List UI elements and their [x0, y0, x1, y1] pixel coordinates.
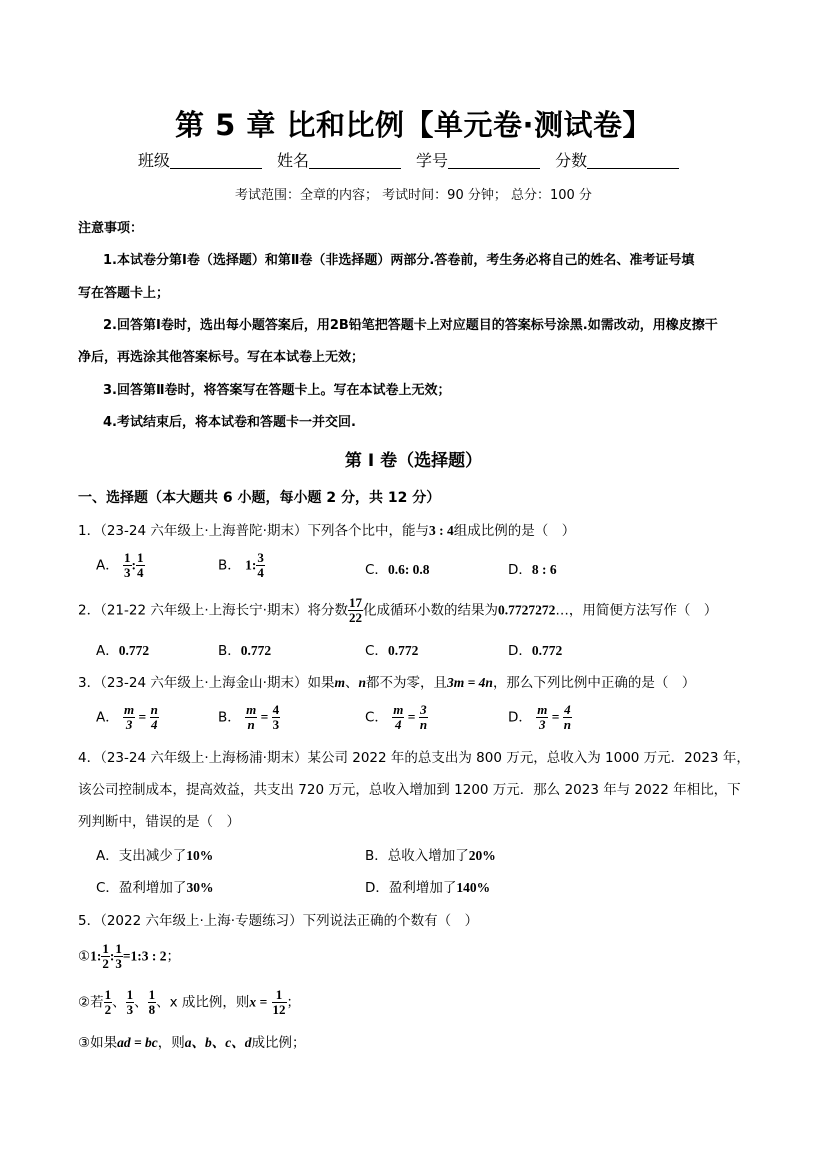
q3-equation: 3m = 4n [446, 675, 493, 690]
q2-option-c[interactable]: C．0.772 [365, 643, 419, 659]
notice-item-1: 1.本试卷分第Ⅰ卷（选择题）和第Ⅱ卷（非选择题）两部分.答卷前，考生务必将自己的姓名、准考证号填 [103, 253, 695, 268]
q1-option-b[interactable]: B． 1: $\frac{3}{4}$ [218, 550, 264, 580]
field-name-blank [309, 152, 401, 169]
q3-option-c[interactable]: C． $\frac{m}{4}$ = $\frac{3}{n}$ [365, 702, 428, 732]
question-3-stem: 3．（23-24 六年级上·上海金山·期末）如果m、n都不为零，且3m = 4n，那么下列比例中正确的是（ ） [78, 675, 696, 691]
field-class-blank [170, 152, 262, 169]
question-5-stem: 5．（2022 六年级上·上海·专题练习）下列说法正确的个数有（ ） [78, 913, 479, 929]
student-info-fields [0, 148, 827, 171]
field-id-blank [448, 152, 540, 169]
q1-ratio: 3 : 4 [428, 523, 454, 538]
question-4-line-3: 列判断中，错误的是（ ） [78, 814, 240, 830]
part-heading: 一、选择题（本大题共 6 小题，每小题 2 分，共 12 分） [78, 490, 441, 506]
field-score-label: 分数 [555, 151, 588, 170]
notice-heading: 注意事项： [78, 221, 144, 236]
q2-option-b[interactable]: B．0.772 [218, 643, 272, 659]
q3-option-b[interactable]: B． $\frac{m}{n}$ = $\frac{4}{3}$ [218, 702, 280, 732]
q1-option-d[interactable]: D．8 : 6 [508, 562, 557, 578]
question-1-stem: 1．（23-24 六年级上·上海普陀·期末）下列各个比中，能与3 : 4组成比例的是（ ） [78, 523, 576, 539]
q2-option-d[interactable]: D．0.772 [508, 643, 563, 659]
exam-info: 考试范围：全章的内容； 考试时间：90 分钟； 总分：100 分 [235, 188, 592, 203]
q2-decimal: 0.7727272 [497, 602, 556, 618]
q5-statement-2: ②若 $\frac{1}{2}$ 、 $\frac{1}{3}$ 、 $\frac{1}{8}$ 、x 成比例，则x = $\frac{1}{12}$ ； [78, 987, 301, 1017]
question-2-stem: 2．（21-22 六年级上·上海长宁·期末）将分数 $\frac{17}{22}$ 化成循环小数的结果为0.7727272…，用简便方法写作（ ） [78, 595, 718, 625]
q5-statement-3: ③如果ad = bc，则a、b、c、d成比例； [78, 1035, 306, 1051]
notice-item-2: 2.回答第Ⅰ卷时，选出每小题答案后，用2B铅笔把答题卡上对应题目的答案标号涂黑.如需改动，用橡皮擦干 [103, 318, 718, 333]
q3-option-d[interactable]: D． $\frac{m}{3}$ = $\frac{4}{n}$ [508, 702, 572, 732]
q5-statement-1: ①1: $\frac{1}{2}$ : $\frac{1}{3}$ =1:3 : 2； [78, 941, 181, 971]
question-4-line-2: 该公司控制成本，提高效益，共支出 720 万元，总收入增加到 1200 万元．那么 2023 年与 2022 年相比，下 [78, 782, 741, 798]
q4-option-b[interactable]: B．总收入增加了20% [365, 848, 496, 864]
field-name-label: 姓名 [276, 151, 309, 170]
field-id-label: 学号 [416, 151, 449, 170]
q2-option-a[interactable]: A．0.772 [96, 643, 150, 659]
q3-option-a[interactable]: A． $\frac{m}{3}$ = $\frac{n}{4}$ [96, 702, 158, 732]
notice-item-2-cont: 净后，再选涂其他答案标号。写在本试卷上无效； [78, 350, 365, 365]
question-4-line-1: 4．（23-24 六年级上·上海杨浦·期末）某公司 2022 年的总支出为 800 万元，总收入为 1000 万元．2023 年， [78, 750, 750, 766]
field-class-label: 班级 [137, 151, 170, 170]
q1-option-c[interactable]: C．0.6: 0.8 [365, 562, 430, 578]
notice-item-1-cont: 写在答题卡上； [78, 286, 170, 301]
q4-option-c[interactable]: C．盈利增加了30% [96, 880, 214, 896]
q1-option-a[interactable]: A． $\frac{1}{3}$ : $\frac{1}{4}$ [96, 550, 144, 580]
q4-option-d[interactable]: D．盈利增加了140% [365, 880, 491, 896]
notice-item-3: 3.回答第Ⅱ卷时，将答案写在答题卡上。写在本试卷上无效； [103, 383, 451, 398]
notice-item-4: 4.考试结束后，将本试卷和答题卡一并交回. [103, 415, 356, 430]
section-heading: 第 I 卷（选择题） [344, 451, 483, 471]
page-title: 第 5 章 比和比例【单元卷·测试卷】 [175, 108, 652, 142]
q4-option-a[interactable]: A．支出减少了10% [96, 848, 214, 864]
field-score-blank [587, 152, 679, 169]
